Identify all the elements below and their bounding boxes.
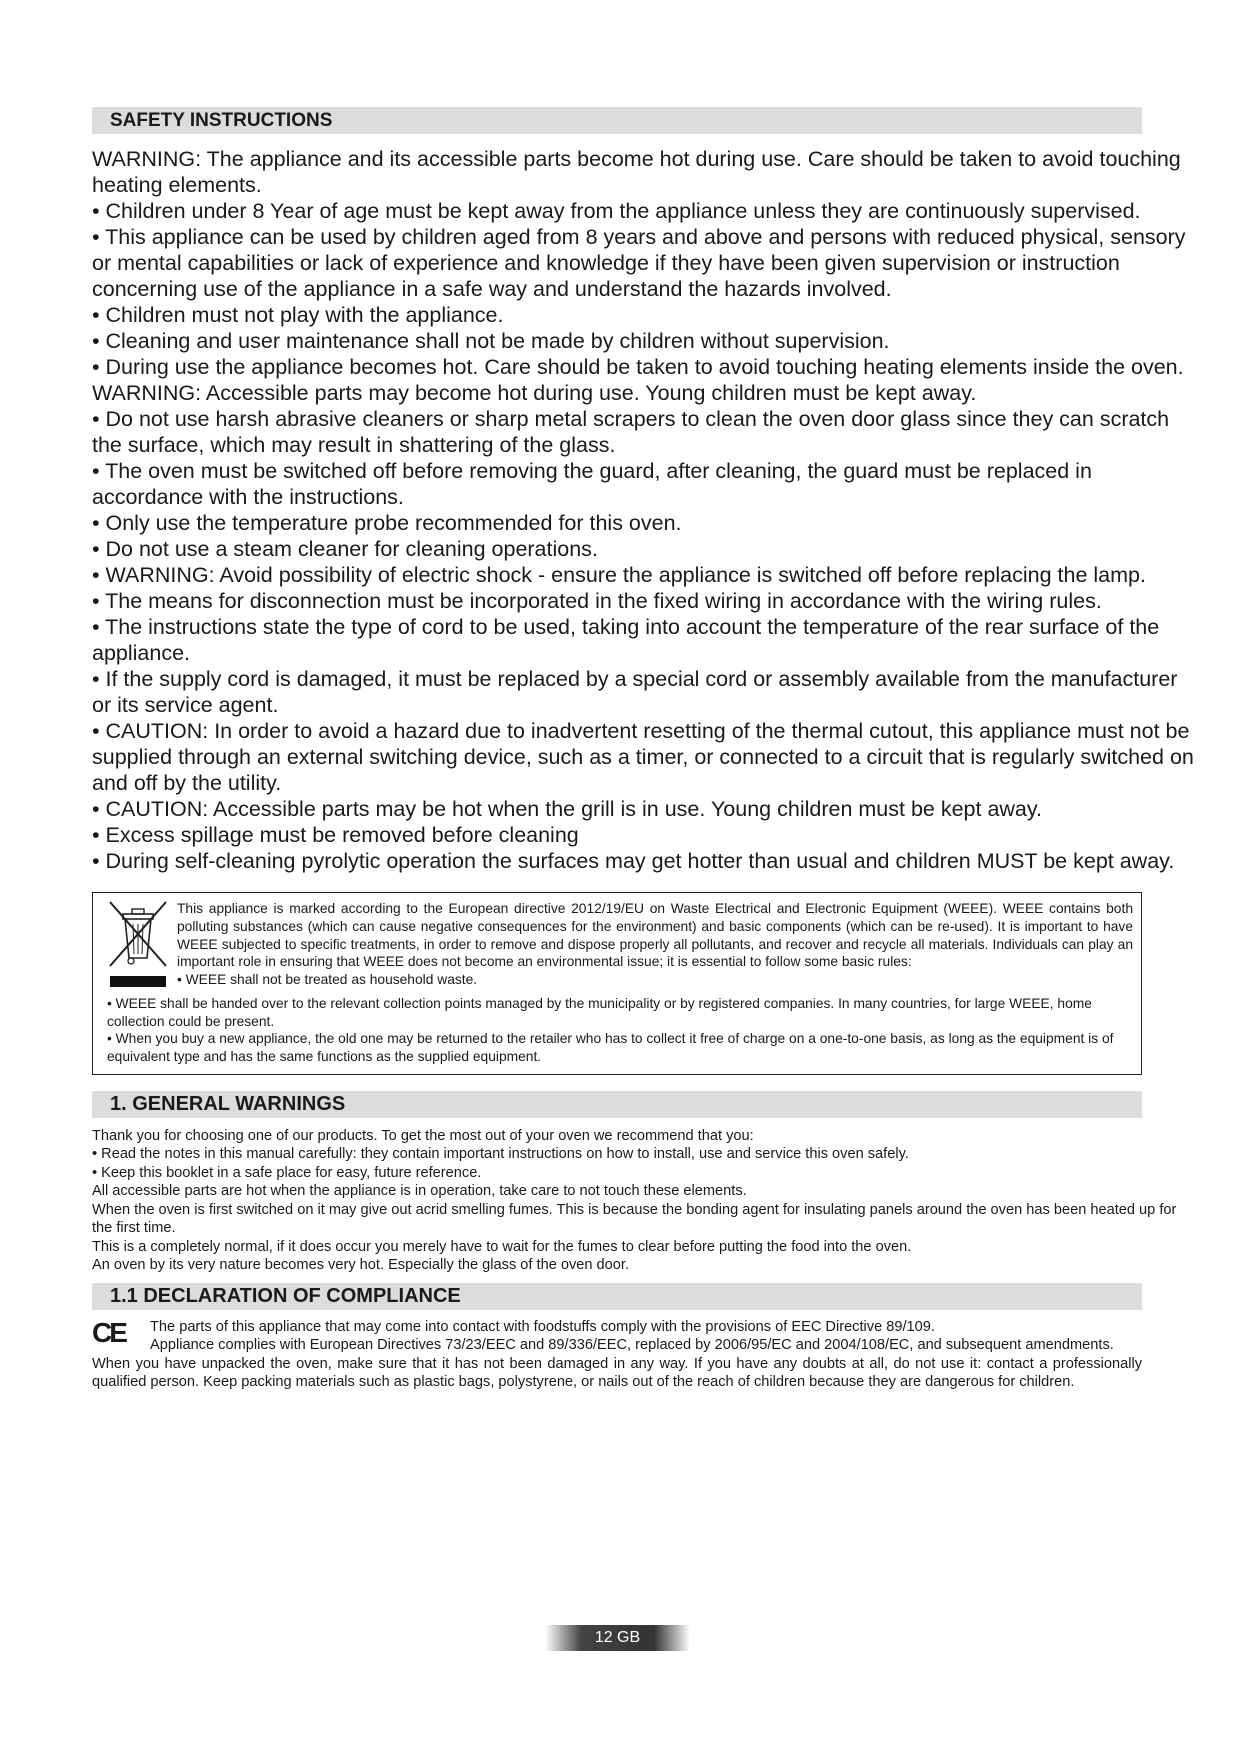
- safety-item: • Do not use a steam cleaner for cleaning operations.: [92, 537, 598, 561]
- safety-list: [92, 146, 1200, 874]
- safety-item: • WARNING: Avoid possibility of electric shock - ensure the appliance is switched off before replacing the lamp.: [92, 563, 1146, 587]
- declaration-line: Appliance complies with European Directives 73/23/EEC and 89/336/EEC, replaced by 2006/95/EC and 2004/108/EC, and subsequent amendments.: [150, 1337, 1114, 1354]
- manual-page: [92, 107, 1200, 1392]
- safety-item: • Children must not play with the appliance.: [92, 303, 504, 327]
- safety-item: • Excess spillage must be removed before cleaning: [92, 823, 579, 847]
- safety-item: • Children under 8 Year of age must be kept away from the appliance unless they are continuously supervised.: [92, 199, 1141, 223]
- safety-item: • This appliance can be used by children aged from 8 years and above and persons with reduced physical, sensory or mental capabilities or lack of experience and knowledge if they have been given supervision or instruction concerning use of the appliance in a safe way and understand the hazards involved.: [92, 225, 1186, 301]
- weee-rule: • WEEE shall be handed over to the relevant collection points managed by the municipality or by registered companies. In many countries, for large WEEE, home collection could be present.: [107, 995, 1092, 1029]
- page-number-badge: 12 GB: [545, 1625, 690, 1651]
- safety-item: • The means for disconnection must be incorporated in the fixed wiring in accordance with the wiring rules.: [92, 589, 1102, 613]
- safety-item: • Only use the temperature probe recommended for this oven.: [92, 511, 682, 535]
- general-line: Thank you for choosing one of our products. To get the most out of your oven we recommend that you:: [92, 1127, 754, 1144]
- general-line: This is a completely normal, if it does occur you merely have to wait for the fumes to clear before putting the food into the oven.: [92, 1238, 912, 1255]
- declaration-text: [92, 1318, 1200, 1392]
- general-line: All accessible parts are hot when the appliance is in operation, take care to not touch these elements.: [92, 1183, 747, 1200]
- safety-item: • During use the appliance becomes hot. Care should be taken to avoid touching heating elements inside the oven.: [92, 355, 1184, 379]
- general-line: When the oven is first switched on it may give out acrid smelling fumes. This is because the bonding agent for insulating panels around the oven has been heated up for the first time.: [92, 1201, 1177, 1237]
- declaration-tail: When you have unpacked the oven, make sure that it has not been damaged in any way. If you have any doubts at all, do not use it: contact a professionally qualified person. Keep packing materials such as plastic bags, polystyrene, or nails out of the reach of children because they are dangerous for children.: [92, 1355, 1142, 1391]
- safety-item: • CAUTION: In order to avoid a hazard due to inadvertent resetting of the thermal cutout, this appliance must not be supplied through an external switching device, such as a timer, or connected to a circuit that is regularly switched on and off by the utility.: [92, 719, 1194, 795]
- general-line: An oven by its very nature becomes very hot. Especially the glass of the oven door.: [92, 1257, 630, 1274]
- ce-mark-icon: CE: [92, 1316, 125, 1348]
- safety-item: • During self-cleaning pyrolytic operation the surfaces may get hotter than usual and children MUST be kept away.: [92, 849, 1175, 873]
- declaration-line: The parts of this appliance that may come into contact with foodstuffs comply with the provisions of EEC Directive 89/109.: [150, 1318, 935, 1335]
- safety-item: WARNING: The appliance and its accessible parts become hot during use. Care should be taken to avoid touching heating elements.: [92, 147, 1181, 197]
- weee-notice: [92, 892, 1142, 1075]
- weee-intro: This appliance is marked according to the European directive 2012/19/EU on Waste Electrical and Electronic Equipment (WEEE). WEEE contains both polluting substances (which can cause negative consequences for the environment) and basic components (which can be re-used). It is important to have WEEE subjected to specific treatments, in order to remove and dispose properly all pollutants, and recover and recycle all materials. Individuals can play an important role in ensuring that WEEE does not become an environmental issue; it is essential to follow some basic rules:: [177, 901, 1133, 970]
- general-warnings-text: [92, 1127, 1200, 1275]
- safety-item: • The oven must be switched off before removing the guard, after cleaning, the guard must be replaced in accordance with the instructions.: [92, 459, 1092, 509]
- declaration-title: 1.1 DECLARATION OF COMPLIANCE: [92, 1283, 1142, 1310]
- safety-item: WARNING: Accessible parts may become hot during use. Young children must be kept away.: [92, 381, 977, 405]
- weee-rule: • WEEE shall not be treated as household waste.: [177, 972, 478, 988]
- safety-title: SAFETY INSTRUCTIONS: [92, 107, 1142, 134]
- general-line: • Read the notes in this manual carefully: they contain important instructions on how to install, use and service this oven safely.: [92, 1146, 909, 1163]
- crossed-bin-icon: [107, 900, 177, 995]
- safety-item: • CAUTION: Accessible parts may be hot when the grill is in use. Young children must be kept away.: [92, 797, 1043, 821]
- safety-item: • If the supply cord is damaged, it must be replaced by a special cord or assembly available from the manufacturer or its service agent.: [92, 667, 1178, 717]
- safety-item: • Do not use harsh abrasive cleaners or sharp metal scrapers to clean the oven door glass since they can scratch the surface, which may result in shattering of the glass.: [92, 407, 1170, 457]
- weee-rule: • When you buy a new appliance, the old one may be returned to the retailer who has to collect it free of charge on a one-to-one basis, as long as the equipment is of equivalent type and has the same functions as the supplied equipment.: [107, 1031, 1114, 1065]
- safety-item: • The instructions state the type of cord to be used, taking into account the temperature of the rear surface of the appliance.: [92, 615, 1160, 665]
- safety-item: • Cleaning and user maintenance shall not be made by children without supervision.: [92, 329, 890, 353]
- general-warnings-title: 1. GENERAL WARNINGS: [92, 1091, 1142, 1118]
- general-line: • Keep this booklet in a safe place for easy, future reference.: [92, 1164, 482, 1181]
